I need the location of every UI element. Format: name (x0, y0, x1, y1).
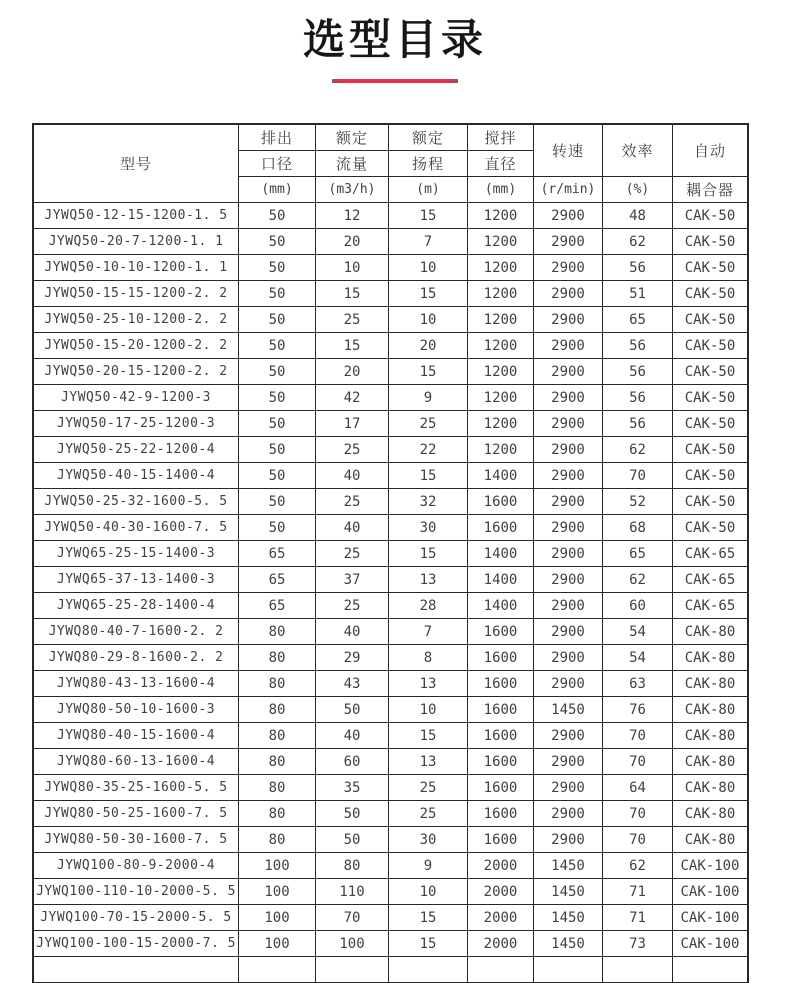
coupler-cell: CAK-50 (673, 385, 748, 411)
table-row (34, 697, 748, 723)
coupler-cell: CAK-50 (673, 281, 748, 307)
efficiency-cell: 70 (603, 723, 673, 749)
speed-cell: 2900 (534, 671, 603, 697)
speed-cell: 1450 (534, 879, 603, 905)
table-header (34, 125, 748, 203)
table-row (34, 801, 748, 827)
stir-diameter-cell: 1200 (468, 307, 534, 333)
model-cell: JYWQ80-50-10-1600-3 (34, 697, 239, 723)
speed-cell: 2900 (534, 255, 603, 281)
stir-diameter-cell: 1600 (468, 723, 534, 749)
rated-head-cell: 15 (389, 203, 468, 229)
coupler-cell: CAK-80 (673, 697, 748, 723)
table-row (34, 671, 748, 697)
header-flow-line1: 额定 (316, 125, 389, 151)
stir-diameter-cell: 1600 (468, 645, 534, 671)
header-auto: 自动 (673, 125, 748, 177)
outlet-diameter-cell: 80 (239, 775, 316, 801)
stir-diameter-cell: 1600 (468, 489, 534, 515)
coupler-cell: CAK-50 (673, 437, 748, 463)
rated-flow-cell: 25 (316, 437, 389, 463)
rated-flow-cell: 70 (316, 905, 389, 931)
outlet-diameter-cell: 50 (239, 385, 316, 411)
coupler-cell: CAK-80 (673, 619, 748, 645)
stir-diameter-cell: 1600 (468, 749, 534, 775)
rated-head-cell: 15 (389, 463, 468, 489)
table-row (34, 853, 748, 879)
outlet-diameter-cell: 80 (239, 801, 316, 827)
outlet-diameter-cell: 100 (239, 905, 316, 931)
stir-diameter-cell: 1400 (468, 593, 534, 619)
table-row (34, 749, 748, 775)
stir-diameter-cell: 2000 (468, 853, 534, 879)
rated-head-cell: 15 (389, 931, 468, 957)
speed-cell: 2900 (534, 307, 603, 333)
efficiency-cell: 62 (603, 229, 673, 255)
table-row (34, 411, 748, 437)
table-row (34, 437, 748, 463)
header-efficiency-unit: (%) (603, 177, 673, 203)
table-row (34, 879, 748, 905)
coupler-cell: CAK-50 (673, 515, 748, 541)
efficiency-cell: 51 (603, 281, 673, 307)
stir-diameter-cell: 1200 (468, 359, 534, 385)
stir-diameter-cell: 1600 (468, 801, 534, 827)
efficiency-cell: 64 (603, 775, 673, 801)
model-cell: JYWQ50-25-10-1200-2. 2 (34, 307, 239, 333)
speed-cell: 2900 (534, 359, 603, 385)
speed-cell: 2900 (534, 541, 603, 567)
header-model: 型号 (34, 125, 239, 203)
table-row (34, 359, 748, 385)
header-row-1 (34, 125, 748, 151)
selection-catalog-table (33, 124, 748, 983)
coupler-cell: CAK-50 (673, 489, 748, 515)
header-outlet-line1: 排出 (239, 125, 316, 151)
rated-flow-cell: 43 (316, 671, 389, 697)
outlet-diameter-cell: 100 (239, 879, 316, 905)
rated-head-cell: 8 (389, 645, 468, 671)
rated-flow-cell: 42 (316, 385, 389, 411)
rated-head-cell: 15 (389, 541, 468, 567)
speed-cell: 2900 (534, 203, 603, 229)
speed-cell: 1450 (534, 931, 603, 957)
speed-cell: 2900 (534, 515, 603, 541)
model-cell: JYWQ80-50-25-1600-7. 5 (34, 801, 239, 827)
header-coupler-label: 耦合器 (673, 177, 748, 203)
coupler-cell: CAK-65 (673, 541, 748, 567)
rated-flow-cell: 50 (316, 827, 389, 853)
coupler-cell: CAK-50 (673, 307, 748, 333)
rated-flow-cell: 40 (316, 619, 389, 645)
outlet-diameter-cell: 65 (239, 567, 316, 593)
table-row (34, 489, 748, 515)
speed-cell: 2900 (534, 411, 603, 437)
coupler-cell: CAK-50 (673, 463, 748, 489)
coupler-cell: CAK-80 (673, 645, 748, 671)
outlet-diameter-cell: 80 (239, 723, 316, 749)
stir-diameter-cell: 1200 (468, 385, 534, 411)
stir-diameter-cell: 1400 (468, 541, 534, 567)
rated-flow-cell: 15 (316, 333, 389, 359)
model-cell: JYWQ65-37-13-1400-3 (34, 567, 239, 593)
rated-head-cell: 13 (389, 671, 468, 697)
stir-diameter-cell: 1600 (468, 515, 534, 541)
efficiency-cell: 70 (603, 463, 673, 489)
model-cell: JYWQ50-25-22-1200-4 (34, 437, 239, 463)
header-speed: 转速 (534, 125, 603, 177)
model-cell: JYWQ50-42-9-1200-3 (34, 385, 239, 411)
efficiency-cell: 56 (603, 385, 673, 411)
model-cell: JYWQ80-43-13-1600-4 (34, 671, 239, 697)
stir-diameter-cell: 1600 (468, 697, 534, 723)
coupler-cell: CAK-80 (673, 801, 748, 827)
coupler-cell: CAK-80 (673, 775, 748, 801)
outlet-diameter-cell: 80 (239, 619, 316, 645)
speed-cell: 2900 (534, 229, 603, 255)
efficiency-cell: 54 (603, 645, 673, 671)
speed-cell: 2900 (534, 593, 603, 619)
rated-head-cell: 25 (389, 801, 468, 827)
table-row (34, 281, 748, 307)
coupler-cell: CAK-65 (673, 567, 748, 593)
model-cell: JYWQ50-20-15-1200-2. 2 (34, 359, 239, 385)
stir-diameter-cell: 1200 (468, 411, 534, 437)
rated-head-cell: 15 (389, 359, 468, 385)
efficiency-cell: 62 (603, 437, 673, 463)
coupler-cell: CAK-50 (673, 411, 748, 437)
rated-flow-cell: 80 (316, 853, 389, 879)
table-row (34, 463, 748, 489)
outlet-diameter-cell: 50 (239, 515, 316, 541)
coupler-cell: CAK-80 (673, 723, 748, 749)
rated-flow-cell: 50 (316, 801, 389, 827)
outlet-diameter-cell: 50 (239, 437, 316, 463)
rated-head-cell: 10 (389, 307, 468, 333)
outlet-diameter-cell: 80 (239, 645, 316, 671)
header-head-unit: (m) (389, 177, 468, 203)
rated-flow-cell: 100 (316, 931, 389, 957)
rated-head-cell: 10 (389, 255, 468, 281)
rated-head-cell: 20 (389, 333, 468, 359)
stir-diameter-cell: 1600 (468, 671, 534, 697)
rated-head-cell: 32 (389, 489, 468, 515)
speed-cell: 2900 (534, 333, 603, 359)
table-row (34, 541, 748, 567)
coupler-cell: CAK-80 (673, 827, 748, 853)
rated-flow-cell: 25 (316, 307, 389, 333)
model-cell: JYWQ50-10-10-1200-1. 1 (34, 255, 239, 281)
header-stir-unit: (mm) (468, 177, 534, 203)
outlet-diameter-cell: 80 (239, 671, 316, 697)
coupler-cell: CAK-80 (673, 671, 748, 697)
outlet-diameter-cell: 50 (239, 489, 316, 515)
rated-head-cell: 25 (389, 411, 468, 437)
stir-diameter-cell: 1400 (468, 567, 534, 593)
rated-flow-cell: 40 (316, 463, 389, 489)
speed-cell: 2900 (534, 463, 603, 489)
page-title: 选型目录 (302, 16, 487, 63)
stir-diameter-cell: 1200 (468, 255, 534, 281)
rated-flow-cell: 37 (316, 567, 389, 593)
table-row (34, 333, 748, 359)
model-cell: JYWQ80-50-30-1600-7. 5 (34, 827, 239, 853)
speed-cell: 2900 (534, 281, 603, 307)
outlet-diameter-cell: 50 (239, 281, 316, 307)
speed-cell: 2900 (534, 775, 603, 801)
rated-flow-cell: 25 (316, 489, 389, 515)
table-row (34, 619, 748, 645)
header-speed-unit: (r/min) (534, 177, 603, 203)
rated-head-cell: 13 (389, 567, 468, 593)
rated-head-cell: 10 (389, 697, 468, 723)
coupler-cell: CAK-65 (673, 593, 748, 619)
table-row (34, 307, 748, 333)
outlet-diameter-cell: 80 (239, 697, 316, 723)
efficiency-cell: 52 (603, 489, 673, 515)
efficiency-cell: 68 (603, 515, 673, 541)
model-cell: JYWQ80-40-7-1600-2. 2 (34, 619, 239, 645)
speed-cell: 2900 (534, 619, 603, 645)
stir-diameter-cell: 1200 (468, 203, 534, 229)
model-cell: JYWQ50-25-32-1600-5. 5 (34, 489, 239, 515)
header-stir-line2: 直径 (468, 151, 534, 177)
speed-cell: 2900 (534, 385, 603, 411)
speed-cell: 2900 (534, 489, 603, 515)
speed-cell: 1450 (534, 697, 603, 723)
outlet-diameter-cell: 50 (239, 411, 316, 437)
coupler-cell: CAK-80 (673, 749, 748, 775)
efficiency-cell: 56 (603, 255, 673, 281)
model-cell: JYWQ100-80-9-2000-4 (34, 853, 239, 879)
model-cell: JYWQ80-40-15-1600-4 (34, 723, 239, 749)
stir-diameter-cell: 2000 (468, 905, 534, 931)
model-cell: JYWQ80-35-25-1600-5. 5 (34, 775, 239, 801)
table-row (34, 567, 748, 593)
stir-diameter-cell: 1200 (468, 229, 534, 255)
model-cell: JYWQ100-100-15-2000-7. 5 (34, 931, 239, 957)
rated-flow-cell: 110 (316, 879, 389, 905)
header-outlet-unit: (mm) (239, 177, 316, 203)
table-row (34, 515, 748, 541)
table-row (34, 905, 748, 931)
table-row (34, 593, 748, 619)
speed-cell: 2900 (534, 567, 603, 593)
rated-flow-cell: 10 (316, 255, 389, 281)
outlet-diameter-cell: 100 (239, 853, 316, 879)
model-cell: JYWQ50-17-25-1200-3 (34, 411, 239, 437)
table-row (34, 931, 748, 957)
stir-diameter-cell: 1600 (468, 827, 534, 853)
outlet-diameter-cell: 50 (239, 203, 316, 229)
coupler-cell: CAK-100 (673, 931, 748, 957)
rated-head-cell: 7 (389, 229, 468, 255)
header-head-line2: 扬程 (389, 151, 468, 177)
efficiency-cell: 71 (603, 879, 673, 905)
rated-flow-cell: 20 (316, 359, 389, 385)
stir-diameter-cell: 1600 (468, 775, 534, 801)
outlet-diameter-cell: 65 (239, 593, 316, 619)
outlet-diameter-cell: 50 (239, 255, 316, 281)
stir-diameter-cell: 2000 (468, 879, 534, 905)
speed-cell: 2900 (534, 827, 603, 853)
speed-cell: 2900 (534, 801, 603, 827)
speed-cell: 1450 (534, 905, 603, 931)
rated-flow-cell: 35 (316, 775, 389, 801)
header-outlet-line2: 口径 (239, 151, 316, 177)
coupler-cell: CAK-100 (673, 853, 748, 879)
model-cell: JYWQ50-20-7-1200-1. 1 (34, 229, 239, 255)
rated-flow-cell: 15 (316, 281, 389, 307)
outlet-diameter-cell: 50 (239, 359, 316, 385)
rated-flow-cell: 25 (316, 541, 389, 567)
rated-head-cell: 15 (389, 905, 468, 931)
outlet-diameter-cell: 80 (239, 827, 316, 853)
model-cell: JYWQ100-70-15-2000-5. 5 (34, 905, 239, 931)
model-cell: JYWQ50-15-20-1200-2. 2 (34, 333, 239, 359)
stir-diameter-cell: 1200 (468, 281, 534, 307)
table-row (34, 827, 748, 853)
efficiency-cell: 70 (603, 801, 673, 827)
title-underline-bar (332, 79, 458, 83)
rated-flow-cell: 40 (316, 723, 389, 749)
coupler-cell: CAK-50 (673, 229, 748, 255)
rated-head-cell: 7 (389, 619, 468, 645)
outlet-diameter-cell: 50 (239, 229, 316, 255)
rated-head-cell: 13 (389, 749, 468, 775)
stir-diameter-cell: 1200 (468, 437, 534, 463)
coupler-cell: CAK-50 (673, 359, 748, 385)
efficiency-cell: 48 (603, 203, 673, 229)
table-row (34, 775, 748, 801)
rated-head-cell: 25 (389, 775, 468, 801)
model-cell: JYWQ65-25-28-1400-4 (34, 593, 239, 619)
efficiency-cell: 63 (603, 671, 673, 697)
table-row (34, 385, 748, 411)
efficiency-cell: 56 (603, 359, 673, 385)
coupler-cell: CAK-50 (673, 203, 748, 229)
partial-clipped-row (34, 957, 748, 983)
rated-head-cell: 30 (389, 827, 468, 853)
model-cell: JYWQ50-40-15-1400-4 (34, 463, 239, 489)
model-cell: JYWQ50-12-15-1200-1. 5 (34, 203, 239, 229)
rated-head-cell: 15 (389, 723, 468, 749)
rated-flow-cell: 40 (316, 515, 389, 541)
model-cell: JYWQ50-40-30-1600-7. 5 (34, 515, 239, 541)
rated-flow-cell: 29 (316, 645, 389, 671)
coupler-cell: CAK-100 (673, 905, 748, 931)
stir-diameter-cell: 1200 (468, 333, 534, 359)
coupler-cell: CAK-100 (673, 879, 748, 905)
model-cell: JYWQ80-60-13-1600-4 (34, 749, 239, 775)
rated-flow-cell: 12 (316, 203, 389, 229)
efficiency-cell: 70 (603, 749, 673, 775)
rated-flow-cell: 17 (316, 411, 389, 437)
stir-diameter-cell: 1600 (468, 619, 534, 645)
table-body (34, 203, 748, 957)
rated-head-cell: 9 (389, 385, 468, 411)
efficiency-cell: 70 (603, 827, 673, 853)
outlet-diameter-cell: 50 (239, 463, 316, 489)
header-head-line1: 额定 (389, 125, 468, 151)
outlet-diameter-cell: 65 (239, 541, 316, 567)
rated-flow-cell: 50 (316, 697, 389, 723)
efficiency-cell: 62 (603, 567, 673, 593)
table-row (34, 203, 748, 229)
efficiency-cell: 73 (603, 931, 673, 957)
efficiency-cell: 62 (603, 853, 673, 879)
title-block (0, 0, 790, 83)
header-stir-line1: 搅拌 (468, 125, 534, 151)
speed-cell: 1450 (534, 853, 603, 879)
outlet-diameter-cell: 100 (239, 931, 316, 957)
rated-head-cell: 10 (389, 879, 468, 905)
model-cell: JYWQ50-15-15-1200-2. 2 (34, 281, 239, 307)
rated-flow-cell: 60 (316, 749, 389, 775)
table-row (34, 255, 748, 281)
efficiency-cell: 65 (603, 307, 673, 333)
speed-cell: 2900 (534, 723, 603, 749)
outlet-diameter-cell: 50 (239, 333, 316, 359)
rated-flow-cell: 25 (316, 593, 389, 619)
outlet-diameter-cell: 80 (239, 749, 316, 775)
rated-head-cell: 9 (389, 853, 468, 879)
speed-cell: 2900 (534, 437, 603, 463)
efficiency-cell: 54 (603, 619, 673, 645)
rated-flow-cell: 20 (316, 229, 389, 255)
coupler-cell: CAK-50 (673, 333, 748, 359)
stir-diameter-cell: 1400 (468, 463, 534, 489)
rated-head-cell: 28 (389, 593, 468, 619)
table-row (34, 229, 748, 255)
table-row (34, 645, 748, 671)
efficiency-cell: 65 (603, 541, 673, 567)
model-cell: JYWQ80-29-8-1600-2. 2 (34, 645, 239, 671)
efficiency-cell: 71 (603, 905, 673, 931)
rated-head-cell: 22 (389, 437, 468, 463)
model-cell: JYWQ100-110-10-2000-5. 5 (34, 879, 239, 905)
efficiency-cell: 56 (603, 411, 673, 437)
rated-head-cell: 30 (389, 515, 468, 541)
header-flow-unit: (m3/h) (316, 177, 389, 203)
efficiency-cell: 56 (603, 333, 673, 359)
rated-head-cell: 15 (389, 281, 468, 307)
model-cell: JYWQ65-25-15-1400-3 (34, 541, 239, 567)
speed-cell: 2900 (534, 749, 603, 775)
table-row (34, 723, 748, 749)
efficiency-cell: 60 (603, 593, 673, 619)
outlet-diameter-cell: 50 (239, 307, 316, 333)
stir-diameter-cell: 2000 (468, 931, 534, 957)
header-efficiency: 效率 (603, 125, 673, 177)
header-flow-line2: 流量 (316, 151, 389, 177)
coupler-cell: CAK-50 (673, 255, 748, 281)
speed-cell: 2900 (534, 645, 603, 671)
efficiency-cell: 76 (603, 697, 673, 723)
